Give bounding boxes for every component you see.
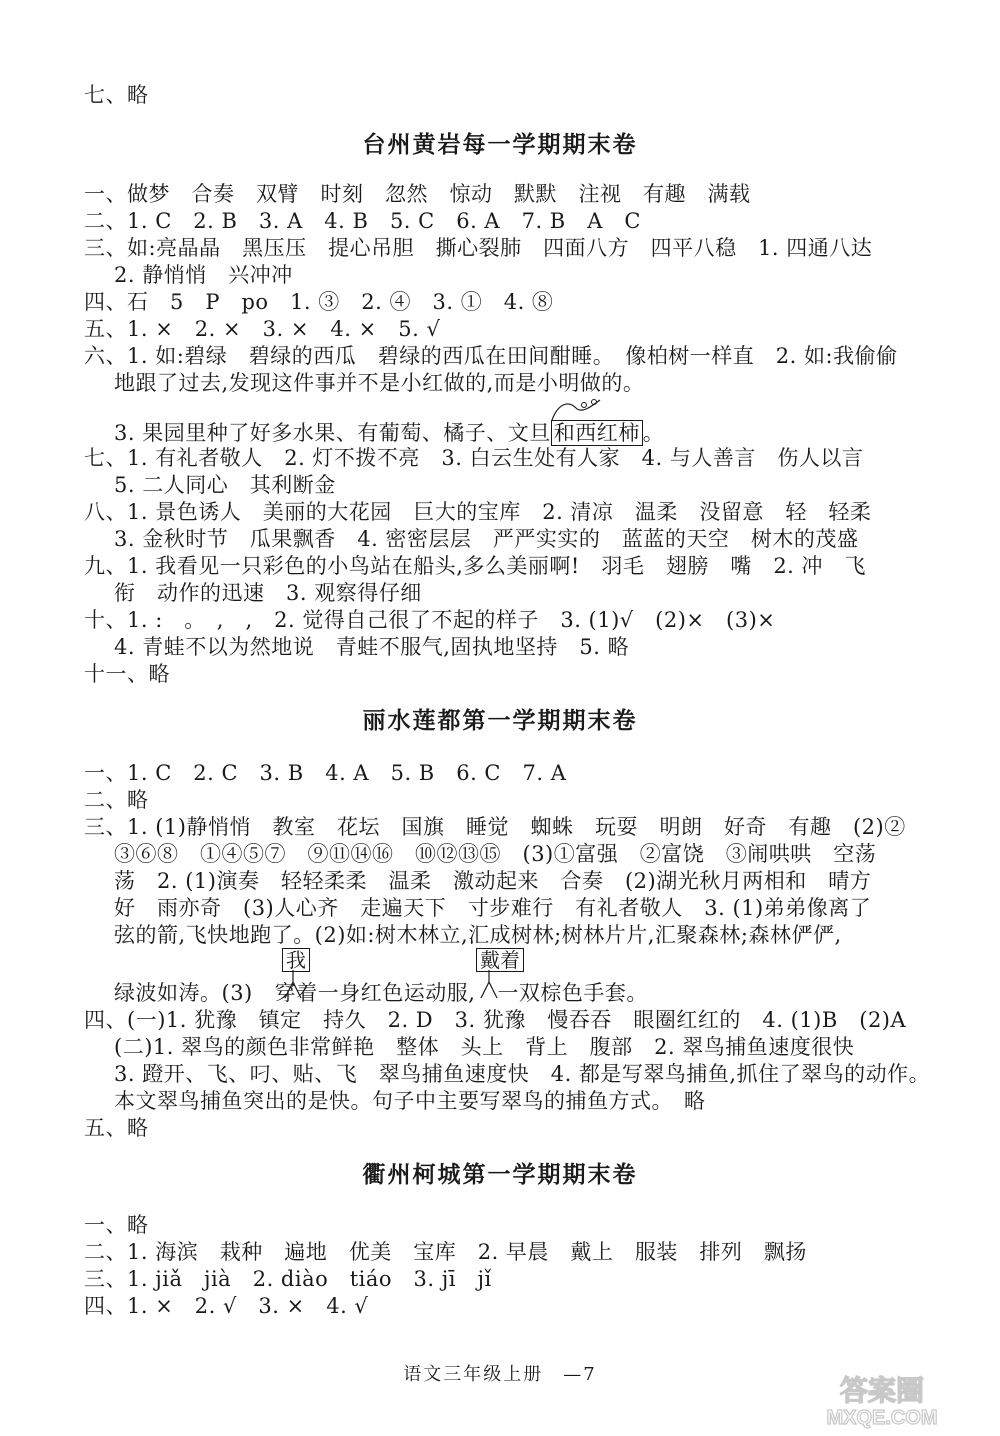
answer-line: 二、1. 海滨 栽种 遍地 优美 宝库 2. 早晨 戴上 服装 排列 飘扬 bbox=[84, 1240, 807, 1264]
answer-line: 本文翠鸟捕鱼突出的是快。句子中主要写翠鸟的捕鱼方式。 略 bbox=[114, 1089, 706, 1113]
answer-text: 一双棕色手套。 bbox=[497, 981, 648, 1005]
answer-text: 。 bbox=[642, 421, 665, 445]
answer-line: 好 雨亦奇 (3)人心齐 走遍天下 寸步难行 有礼者敬人 3. (1)弟弟像离了 bbox=[114, 896, 872, 920]
proofread-mark-icon bbox=[548, 396, 608, 422]
answer-line: 地跟了过去,发现这件事并不是小红做的,而是小明做的。 bbox=[114, 371, 645, 395]
insertion-caret-icon bbox=[282, 970, 304, 1000]
answer-line bbox=[114, 420, 664, 446]
insert-word-box: 戴着 bbox=[476, 948, 524, 972]
answer-line: 十一、略 bbox=[84, 662, 170, 686]
section-title: 台州黄岩每一学期期末卷 bbox=[362, 131, 638, 158]
watermark-logo-icon bbox=[782, 1372, 982, 1430]
answer-line: 八、1. 景色诱人 美丽的大花园 巨大的宝库 2. 清凉 温柔 没留意 轻 轻柔 bbox=[84, 500, 872, 524]
answer-line: 荡 2. (1)演奏 轻轻柔柔 温柔 激动起来 合奏 (2)湖光秋月两相和 晴方 bbox=[114, 869, 872, 893]
svg-text:MXQE.COM: MXQE.COM bbox=[826, 1407, 938, 1429]
section-title: 衢州柯城第一学期期末卷 bbox=[362, 1161, 638, 1188]
svg-text:答案圈: 答案圈 bbox=[839, 1375, 925, 1406]
answer-line: 四、1. × 2. √ 3. × 4. √ bbox=[84, 1294, 369, 1318]
answer-line: 衔 动作的迅速 3. 观察得仔细 bbox=[114, 581, 422, 605]
answer-line: 3. 蹬开、飞、叼、贴、飞 翠鸟捕鱼速度快 4. 都是写翠鸟捕鱼,抓住了翠鸟的动作。 bbox=[114, 1062, 931, 1086]
boxed-correction: 和西红柿 bbox=[551, 420, 643, 446]
answer-line: 4. 青蛙不以为然地说 青蛙不服气,固执地坚持 5. 略 bbox=[114, 635, 630, 659]
answer-line: 五、略 bbox=[84, 1116, 149, 1140]
page-footer: 语文三年级上册 —7 bbox=[403, 1364, 597, 1385]
answer-text: 绿波如涛。(3) bbox=[114, 981, 253, 1005]
answer-line: 弦的箭,飞快地跑了。(2)如:树木林立,汇成树林;树林片片,汇聚森林;森林俨俨, bbox=[114, 923, 842, 947]
answer-line: 一、略 bbox=[84, 1213, 149, 1237]
answer-line: 七、1. 有礼者敬人 2. 灯不拨不亮 3. 白云生处有人家 4. 与人善言 伤人以言 bbox=[84, 446, 864, 470]
answer-line: 二、略 bbox=[84, 788, 149, 812]
section-title: 丽水莲都第一学期期末卷 bbox=[362, 707, 638, 734]
answer-text: 穿着一身红色运动服, bbox=[274, 981, 476, 1005]
section-line: 七、略 bbox=[84, 83, 149, 107]
answer-line: 十、1. : 。 , , 2. 觉得自己很了不起的样子 3. (1)√ (2)× (3)× bbox=[84, 608, 776, 632]
answer-line: 六、1. 如:碧绿 碧绿的西瓜 碧绿的西瓜在田间酣睡。 像柏树一样直 2. 如:我偷偷 bbox=[84, 344, 898, 368]
answer-line: 二、1. C 2. B 3. A 4. B 5. C 6. A 7. B A C bbox=[84, 209, 641, 233]
insert-word-box: 我 bbox=[282, 948, 310, 972]
answer-line: 一、1. C 2. C 3. B 4. A 5. B 6. C 7. A bbox=[84, 761, 567, 785]
answer-line: 三、如:亮晶晶 黑压压 提心吊胆 撕心裂肺 四面八方 四平八稳 1. 四通八达 bbox=[84, 236, 873, 260]
answer-line: 三、1. jiǎ jià 2. diào tiáo 3. jī jǐ bbox=[84, 1267, 492, 1291]
answer-line: 四、(一)1. 犹豫 镇定 持久 2. D 3. 犹豫 慢吞吞 眼圈红红的 4. (1)B (2)A bbox=[84, 1008, 907, 1032]
answer-line: 5. 二人同心 其利断金 bbox=[114, 473, 336, 497]
answer-line: 3. 金秋时节 瓜果飘香 4. 密密层层 严严实实的 蓝蓝的天空 树木的茂盛 bbox=[114, 527, 859, 551]
answer-line: 五、1. × 2. × 3. × 4. × 5. √ bbox=[84, 317, 441, 341]
answer-text: 3. 果园里种了好多水果、有葡萄、橘子、文旦 bbox=[114, 421, 551, 445]
answer-line: 一、做梦 合奏 双臂 时刻 忽然 惊动 默默 注视 有趣 满载 bbox=[84, 182, 751, 206]
answer-line: 2. 静悄悄 兴冲冲 bbox=[114, 263, 293, 287]
answer-line: 九、1. 我看见一只彩色的小鸟站在船头,多么美丽啊! 羽毛 翅膀 嘴 2. 冲 飞 bbox=[84, 554, 867, 578]
answer-line: (二)1. 翠鸟的颜色非常鲜艳 整体 头上 背上 腹部 2. 翠鸟捕鱼速度很快 bbox=[114, 1035, 855, 1059]
answer-line bbox=[114, 980, 648, 1006]
answer-line: 三、1. (1)静悄悄 教室 花坛 国旗 睡觉 蜘蛛 玩耍 明朗 好奇 有趣 (2)② bbox=[84, 815, 906, 839]
insertion-caret-icon bbox=[478, 970, 500, 1000]
answer-line: 四、石 5 P po 1. ③ 2. ④ 3. ① 4. ⑧ bbox=[84, 290, 554, 314]
answer-line: ③⑥⑧ ①④⑤⑦ ⑨⑪⑭⑯ ⑩⑫⑬⑮ (3)①富强 ②富饶 ③闹哄哄 空荡 bbox=[114, 842, 877, 866]
